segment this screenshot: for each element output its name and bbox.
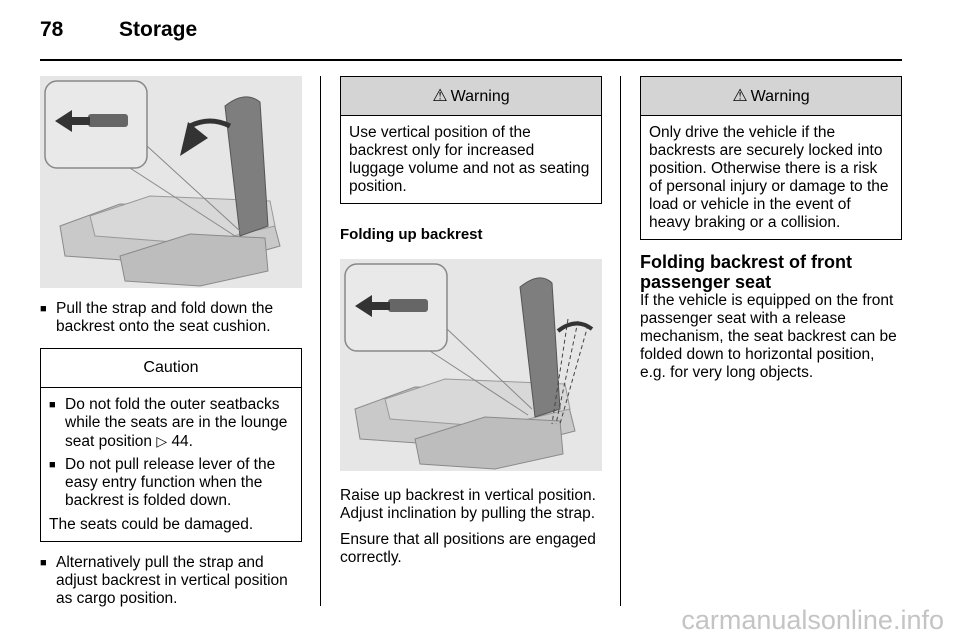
instruction-text: Ensure that all positions are engaged correctly. xyxy=(340,531,596,566)
caution-box xyxy=(40,348,302,542)
caution-footer: The seats could be damaged. xyxy=(49,516,254,533)
column-middle xyxy=(340,76,602,567)
caution-item: ■ Do not fold the outer seatbacks while the seats are in the lounge seat position ▷ 44. xyxy=(49,396,293,451)
warning-title: Warning xyxy=(750,88,810,105)
instruction-text: Raise up backrest in vertical position. Adjust inclination by pulling the strap. xyxy=(340,487,596,522)
warning-text: Use vertical position of the backrest only for increased luggage volume and not as seating position. xyxy=(349,124,590,195)
subheading: Folding up backrest xyxy=(340,226,483,243)
warning-box xyxy=(340,76,602,204)
section-heading: Folding backrest of front passenger seat xyxy=(640,252,853,292)
instruction-step: ■ Pull the strap and fold down the backrest onto the seat cushion. xyxy=(40,300,302,336)
page-number: 78 xyxy=(40,18,64,41)
warning-triangle-icon: ⚠ xyxy=(432,86,448,105)
fold-up-backrest-illustration xyxy=(340,259,602,471)
warning-box xyxy=(640,76,902,240)
column-divider xyxy=(620,76,621,606)
column-left xyxy=(40,76,302,608)
column-divider xyxy=(320,76,321,606)
page-reference[interactable]: 44. xyxy=(171,433,193,450)
warning-text: Only drive the vehicle if the backrests are securely locked into position. Otherwise there is a risk of personal injury or damage to the load or vehicle in the event of heavy braking or a collision. xyxy=(649,124,889,231)
arrow-reference-icon: ▷ xyxy=(156,433,168,449)
caution-title: Caution xyxy=(41,349,301,388)
warning-title: Warning xyxy=(450,88,510,105)
watermark: carmanualsonline.info xyxy=(681,605,944,635)
section-text: If the vehicle is equipped on the front passenger seat with a release mechanism, the seat backrest can be folded down to horizontal position, e.g. for very long objects. xyxy=(640,292,897,381)
caution-item: ■ Do not pull release lever of the easy entry function when the backrest is folded down. xyxy=(49,456,293,510)
header-rule xyxy=(40,59,902,61)
fold-down-backrest-illustration xyxy=(40,76,302,288)
column-right xyxy=(640,76,902,382)
instruction-step: ■ Alternatively pull the strap and adjust backrest in vertical position as cargo position. xyxy=(40,554,302,608)
page-title: Storage xyxy=(119,18,198,41)
warning-triangle-icon: ⚠ xyxy=(732,86,748,105)
